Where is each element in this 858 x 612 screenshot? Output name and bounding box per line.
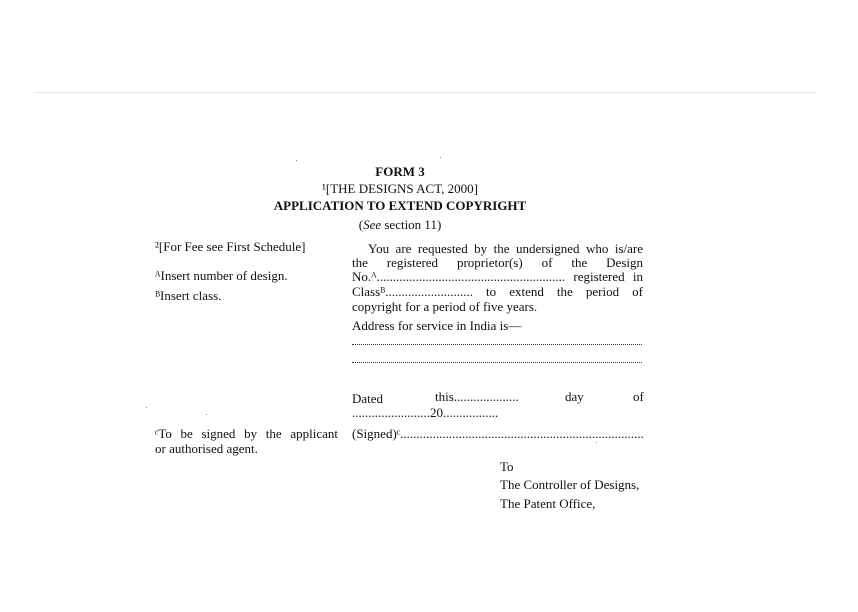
dated-label: Dated xyxy=(352,391,384,406)
addressee-line-1: The Controller of Designs, xyxy=(500,477,640,492)
signed-line[interactable]: (Signed)ᶜ........................................................................... xyxy=(352,426,644,441)
scan-speck xyxy=(146,407,147,408)
dated-this[interactable]: this.................... xyxy=(435,389,519,404)
form-number: FORM 3 xyxy=(375,164,425,179)
scan-speck xyxy=(206,414,207,415)
scan-speck xyxy=(296,160,297,161)
section-reference xyxy=(330,217,470,232)
body-line-3: No.ᴬ.......................................................... registered in xyxy=(352,269,643,284)
body-line-4: Classᴮ........................... to extend the period of xyxy=(352,284,643,299)
scan-speck xyxy=(440,157,441,158)
section-rest: section 11) xyxy=(381,217,442,232)
dated-day: day xyxy=(565,389,584,404)
signature-note-line1: ᶜTo be signed by the applicant xyxy=(155,426,338,441)
address-line-2[interactable] xyxy=(352,362,642,363)
address-label: Address for service in India is— xyxy=(352,318,522,333)
section-see: See xyxy=(363,217,382,232)
top-divider xyxy=(34,92,816,93)
scan-speck xyxy=(596,442,597,443)
body-line-2: the registered proprietor(s) of the Design xyxy=(352,255,643,270)
section-open: ( xyxy=(358,217,364,232)
dated-year[interactable]: ........................20................. xyxy=(352,405,499,420)
act-title: ¹[THE DESIGNS ACT, 2000] xyxy=(321,181,479,196)
body-line-5: copyright for a period of five years. xyxy=(352,299,538,314)
addressee-line-2: The Patent Office, xyxy=(500,496,596,511)
dated-of: of xyxy=(633,389,644,404)
body-line-1: You are requested by the undersigned who is/are xyxy=(368,241,643,256)
signature-note-line2: or authorised agent. xyxy=(155,441,258,456)
form-title: APPLICATION TO EXTEND COPYRIGHT xyxy=(273,198,527,213)
addressee-to: To xyxy=(500,459,514,474)
design-number-note: ᴬInsert number of design. xyxy=(155,268,288,283)
class-note: ᴮInsert class. xyxy=(155,288,222,303)
address-line-1[interactable] xyxy=(352,344,642,345)
fee-note: ²[For Fee see First Schedule] xyxy=(155,239,306,254)
